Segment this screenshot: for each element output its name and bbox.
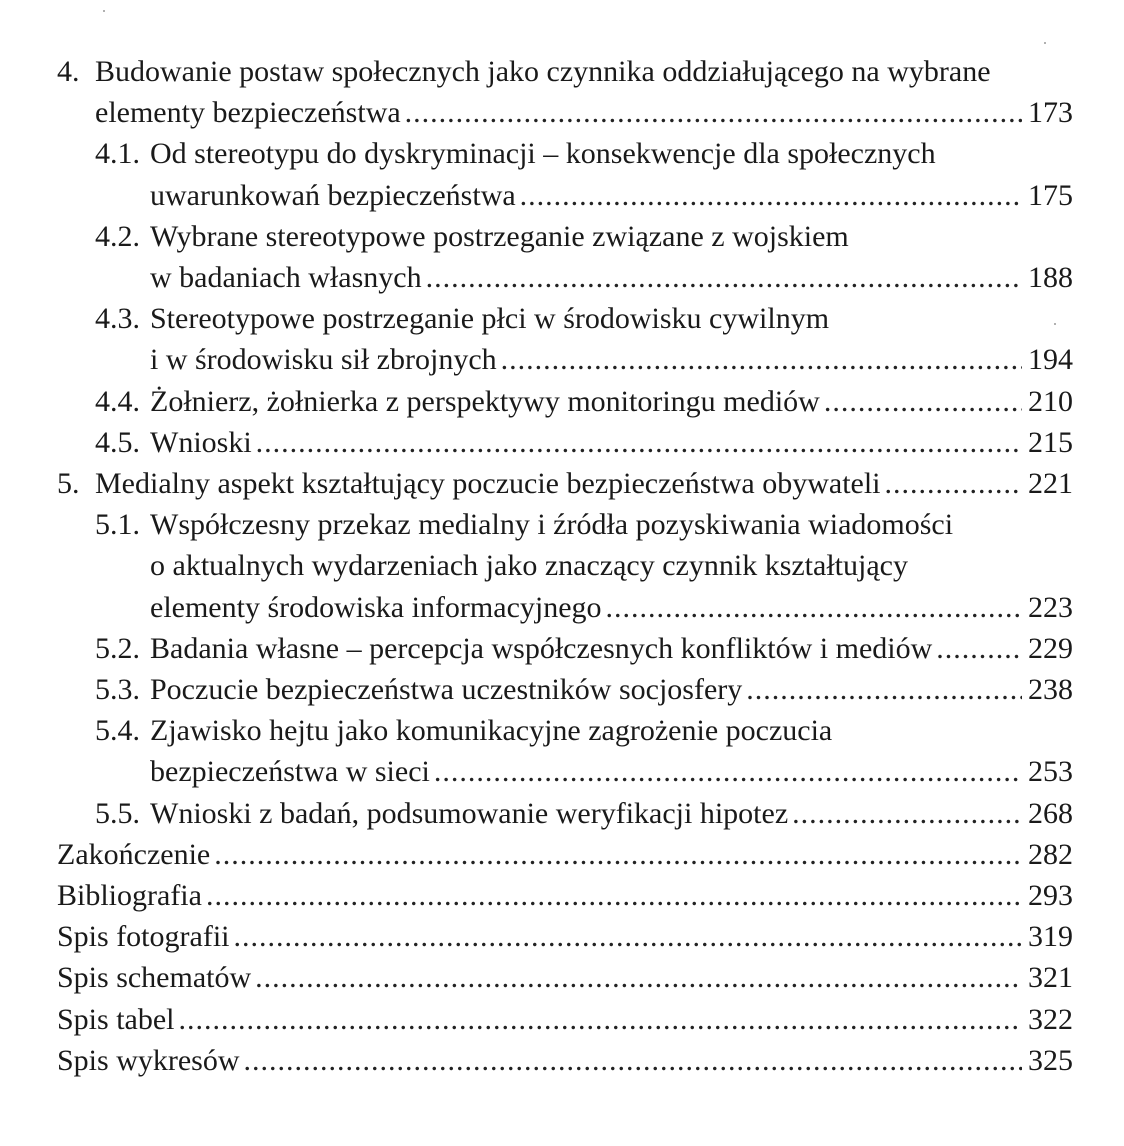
toc-entry-title: Stereotypowe postrzeganie płci w środowisku cywilnym <box>150 302 830 336</box>
toc-entry-number: 4.1. <box>95 137 140 171</box>
toc-entry-line <box>150 340 1073 380</box>
toc-entry-title: bezpieczeństwa w sieci <box>150 755 430 789</box>
toc-page-number: 229 <box>1028 631 1073 665</box>
toc-entry-line-continued <box>95 134 1073 174</box>
toc-entry-title: Poczucie bezpieczeństwa uczestników socjosfery <box>150 673 743 706</box>
toc-entry-number: 4. <box>57 55 80 88</box>
toc-entry-number: 5.2. <box>95 631 140 665</box>
toc-entry-title: Spis wykresów <box>57 1043 240 1077</box>
toc-page-number: 282 <box>1028 837 1073 871</box>
toc-entry-title: Budowanie postaw społecznych jako czynnika oddziałującego na wybrane <box>95 55 991 88</box>
toc-dot-leader <box>426 258 1022 298</box>
toc-entry-number: 4.3. <box>95 302 140 336</box>
toc-entry-line <box>150 752 1073 792</box>
toc-entry-line <box>57 464 1073 504</box>
toc-dot-leader <box>214 835 1022 875</box>
toc-dot-leader <box>206 876 1022 916</box>
toc-entry-title: elementy bezpieczeństwa <box>95 96 401 130</box>
toc-entry-number: 5.5. <box>95 796 140 830</box>
toc-dot-leader <box>234 917 1023 957</box>
toc-entry-number: 4.5. <box>95 425 140 459</box>
toc-entry-title: Wnioski <box>150 425 252 459</box>
scan-speck <box>1044 42 1046 44</box>
toc-dot-leader <box>434 752 1022 792</box>
toc-dot-leader <box>824 382 1022 422</box>
scan-speck <box>1054 323 1056 325</box>
toc-entry-line <box>95 382 1073 422</box>
toc-page-number: 188 <box>1028 261 1073 294</box>
toc-page-number: 194 <box>1028 343 1073 377</box>
toc-dot-leader <box>792 794 1022 834</box>
toc-entry-line <box>150 258 1073 298</box>
toc-entry-line <box>95 93 1073 133</box>
toc-entry-title: i w środowisku sił zbrojnych <box>150 343 497 377</box>
toc-entry-line <box>95 629 1073 669</box>
toc-dot-leader <box>255 958 1022 998</box>
toc-entry-line-continued <box>57 52 1073 92</box>
toc-page-number: 173 <box>1028 96 1073 130</box>
toc-dot-leader <box>244 1041 1022 1081</box>
toc-page-number: 321 <box>1028 961 1073 995</box>
toc-entry-title: Wybrane stereotypowe postrzeganie związane z wojskiem <box>150 219 849 253</box>
toc-entry-line <box>95 794 1073 834</box>
toc-entry-line <box>57 835 1073 875</box>
toc-entry-title: Żołnierz, żołnierka z perspektywy monitoringu mediów <box>150 384 820 418</box>
toc-entry-title: Medialny aspekt kształtujący poczucie bezpieczeństwa obywateli <box>95 467 881 500</box>
toc-entry-number: 5.1. <box>95 508 140 542</box>
toc-entry-number: 4.4. <box>95 384 140 418</box>
toc-page-number: 268 <box>1028 796 1073 830</box>
toc-dot-leader <box>520 176 1022 216</box>
toc-entry-line-continued <box>150 546 1073 586</box>
toc-entry-line <box>150 176 1073 216</box>
toc-entry-line-continued <box>95 711 1073 751</box>
toc-dot-leader <box>256 423 1022 463</box>
toc-page-number: 238 <box>1028 673 1073 706</box>
toc-entry-title: Od stereotypu do dyskryminacji – konsekwencje dla społecznych <box>150 137 936 171</box>
toc-entry-title: Zakończenie <box>57 837 211 871</box>
toc-entry-line <box>150 588 1073 628</box>
toc-entry-title: Współczesny przekaz medialny i źródła pozyskiwania wiadomości <box>150 508 954 542</box>
toc-entry-line <box>57 917 1073 957</box>
toc-entry-line-continued <box>95 299 1073 339</box>
toc-entry-number: 4.2. <box>95 219 140 253</box>
toc-page-number: 325 <box>1028 1043 1073 1077</box>
toc-page-number: 293 <box>1028 879 1073 912</box>
toc-dot-leader <box>179 1000 1023 1040</box>
toc-entry-number: 5. <box>57 467 80 500</box>
toc-entry-title: o aktualnych wydarzeniach jako znaczący czynnik kształtujący <box>150 549 908 583</box>
toc-dot-leader <box>746 670 1022 710</box>
toc-entry-number: 5.4. <box>95 714 140 748</box>
toc-entry-title: Bibliografia <box>57 879 202 912</box>
toc-page-number: 223 <box>1028 590 1073 624</box>
toc-dot-leader <box>936 629 1022 669</box>
toc-entry-title: Spis tabel <box>57 1002 175 1036</box>
toc-entry-title: Spis schematów <box>57 961 252 995</box>
toc-page-number: 319 <box>1028 920 1073 954</box>
toc-entry-line <box>57 876 1073 916</box>
toc-page-number: 210 <box>1028 384 1073 418</box>
toc-entry-title: uwarunkowań bezpieczeństwa <box>150 178 516 212</box>
toc-page-number: 322 <box>1028 1002 1073 1036</box>
toc-dot-leader <box>405 93 1022 133</box>
toc-entry-title: Wnioski z badań, podsumowanie weryfikacji hipotez <box>150 796 789 830</box>
toc-dot-leader <box>885 464 1022 504</box>
toc-entry-line-continued <box>95 505 1073 545</box>
toc-entry-title: Zjawisko hejtu jako komunikacyjne zagrożenie poczucia <box>150 714 833 748</box>
toc-entry-title: elementy środowiska informacyjnego <box>150 590 602 624</box>
toc-entry-line <box>95 670 1073 710</box>
toc-page-number: 253 <box>1028 755 1073 789</box>
toc-page-number: 221 <box>1028 467 1073 500</box>
toc-entry-number: 5.3. <box>95 673 140 706</box>
toc-entry-line-continued <box>95 217 1073 257</box>
toc-entry-line <box>57 1000 1073 1040</box>
toc-entry-title: w badaniach własnych <box>150 261 422 294</box>
scan-speck <box>103 10 105 12</box>
toc-entry-line <box>95 423 1073 463</box>
toc-dot-leader <box>606 588 1022 628</box>
toc-page-number: 175 <box>1028 178 1073 212</box>
toc-entry-line <box>57 958 1073 998</box>
toc-dot-leader <box>501 340 1022 380</box>
toc-page-number: 215 <box>1028 425 1073 459</box>
toc-entry-line <box>57 1041 1073 1081</box>
toc-entry-title: Badania własne – percepcja współczesnych konfliktów i mediów <box>150 631 933 665</box>
toc-entry-title: Spis fotografii <box>57 920 230 954</box>
